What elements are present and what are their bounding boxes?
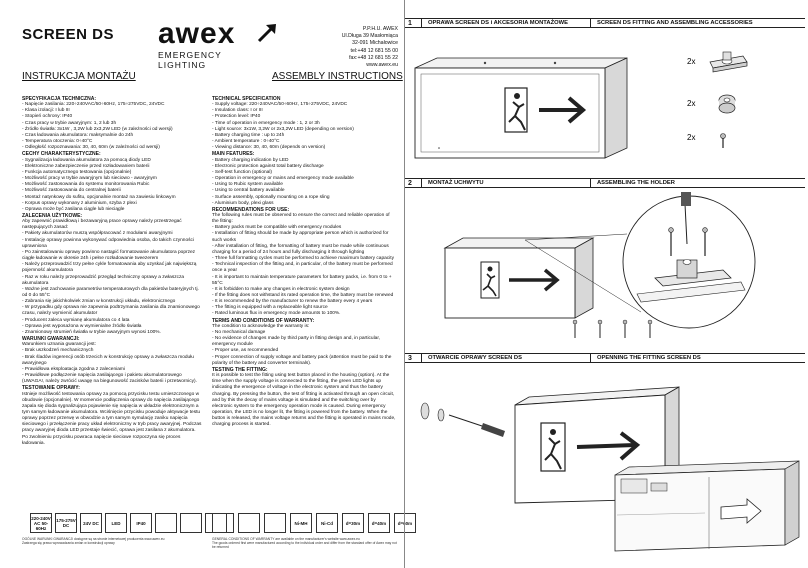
exit-sign-fitting [445, 238, 593, 318]
section-title: TESTOWANIE OPRAWY: [22, 385, 80, 392]
text-line: The following rules must be observed to ensure the correct and reliable operation of the fitting: [212, 212, 390, 225]
address-line: 32-091 Michałowice [352, 40, 398, 47]
section-title: TERMS AND CONDITIONS OF WARRANTY: [212, 317, 315, 324]
text-line: - Możliwość pracy w trybie awaryjnym lub sieciowo - awaryjnym [22, 176, 157, 182]
footer-line: Zastrzega się prawo wprowadzania zmian w konstrukcji oprawy [22, 541, 115, 546]
certification-icon: 24V DC [80, 513, 102, 533]
text-line: - Producent zaleca wymianę akumulatora co 4 lata [22, 317, 130, 323]
text-line: - Installation of fitting should be made by appropriate person which is authorized for such works [212, 231, 389, 243]
text-line: - Insulation class: I or III [212, 108, 263, 114]
text-line: - Stopień ochrony: IP40 [22, 114, 73, 120]
text-line: Aby zapewnić prawidłową i bezawaryjną prace oprawy należy przestrzegać następujących zasad: [22, 219, 182, 231]
text-line: - Proper connection of supply voltage and battery pack (attention must be paid to the polarity of the battery and converter terminals). [212, 354, 392, 366]
text-line: The condition to acknowledge the warranty is: [212, 323, 310, 329]
certification-icon [155, 513, 177, 533]
text-line: - Temperatura otoczenia: 0÷40°C [22, 139, 93, 145]
text-line: - Ważne jest zachowanie parametrów temperaturowych dla pakietów bateryjnych tj. od 0 do 55°C [22, 286, 199, 298]
footer-english [212, 537, 398, 550]
section-title: RECOMMENDATIONS FOR USE: [212, 206, 290, 213]
text-line: - Prawidłowe podłączenie napięcia zasilającego i pakietu akumulatorowego (UWAGA!, należy zwrócić uwagę na biegunowość zacisków baterii i przetwornicy). [22, 373, 197, 385]
certification-icon [238, 513, 260, 533]
text-line: - Time of operation in emergency mode : 1, 2 or 3h [212, 120, 320, 126]
text-line: Istnieje możliwość testowania oprawy za pomocą przycisku testu umieszczonego w obudowie (opcjonalnie). W momencie podłączenia oprawy do napięcia zasilającego zapala się dioda sygnalizująca pojawienie się napięcia w układzie elektronicznym a tym samym ładowanie akumulatora. Wciśnięcie przycisku powoduje aktywacje testu oprawy poprzez przerwę w obwodzie a tym samym symulację zaniku napięcia sieciowego i przełączenie pracy układ elektroniczny w tryb pracy awaryjnej. Podczas pracy awaryjnej dioda LED przestaje świecić, oprawa jest zasilana z akumulatora. Po zwolnieniu przycisku powraca napięcie sieciowe rozpoczyna się proces ładowania. [22, 391, 202, 446]
text-line: - Instalację oprawy powinna wykonywać odpowiednia osoba, do takich czynności uprawniona [22, 237, 194, 249]
text-line: - Proper use, as recommended [212, 348, 279, 354]
text-line: - W przypadku gdy oprawa nie zapewnia podtrzymania zasilania dla znamionowego czasu, należy wymienić akumulator [22, 305, 200, 317]
text-line: - Using to Rubic system available [212, 182, 283, 188]
text-line: - If the fitting does not withstand its rated operation time, the battery must be renewed [212, 293, 394, 298]
polish-column [22, 96, 202, 447]
text-line: - Oprawa jest wyposażona w wymienialne źródło światła [22, 323, 142, 329]
text-line: - Prawidłowa eksploatacja zgodna z zaleceniami [22, 366, 125, 372]
text-line: - Po zainstalowaniu oprawy powinno nastąpić formatowanie akumulatora poprzez ciągłe ładowanie w okresie 24h i pełne rozładowanie tweezerem [22, 249, 196, 262]
text-line: - Operation in emergency or mains and emergency mode available [212, 176, 354, 182]
section-title: SPECYFIKACJA TECHNICZNA: [22, 96, 96, 102]
text-line: - It is forbidden to make any changes in electronic system design [212, 286, 350, 292]
english-column [212, 96, 396, 428]
step-2-diagram [405, 190, 805, 350]
text-line: - Klasa izolacji: I lub III [22, 108, 70, 114]
certification-icon: LED [105, 513, 127, 533]
certification-icon: 175-275V DC [55, 513, 77, 533]
text-line: - Zabrania się jakichkolwiek zmian w konstrukcji układu, elektronicznego [22, 299, 176, 305]
brand-logo [158, 17, 268, 70]
step-title-en: ASSEMBLING THE HOLDER [597, 180, 675, 186]
text-line: Warunkiem uznania gwarancji jest: [22, 342, 96, 348]
certification-icon [212, 513, 234, 533]
address-line: www.awex.eu [366, 62, 398, 69]
text-line: - Technical inspection of the fitting and, in particular, of the battery must be performed once a year [212, 262, 393, 274]
section-title: CECHY CHARAKTERYSTYCZNE: [22, 151, 101, 158]
text-line: - The fitting is equipped with a replaceable light source [212, 305, 328, 311]
ceiling-screws [573, 320, 652, 338]
text-line: - Battery charging indication by LED [212, 157, 289, 163]
quantity-label: 2x [687, 99, 696, 108]
text-line: - Elektroniczne zabezpieczenie przed rozładowaniem baterii [22, 163, 150, 169]
brand-wordmark: awex [158, 17, 236, 50]
text-line: - Raz w roku należy przeprowadzić przegląd techniczny oprawy a zwłaszcza akumulatora [22, 274, 185, 286]
section-title: ZALECENIA UŻYTKOWE: [22, 212, 83, 219]
text-line: - Three full formatting cycles must be performed to achieve maximum battery capacity [212, 256, 394, 262]
section-title: WARUNKI GWARANCJI: [22, 336, 80, 343]
text-line: - Electronic protection against total battery discharge [212, 163, 324, 169]
text-line: - It is recommended by the manufacturer to renew the battery every 4 years [212, 299, 373, 305]
text-line: - Funkcja automatycznego testowania (opcjonalnie) [22, 169, 132, 175]
address-line: P.P.H.U. AWEX [362, 26, 398, 32]
section-title: MAIN FEATURES: [212, 151, 255, 158]
certification-icon: d=30m [342, 513, 364, 533]
certification-icon: IP40 [130, 513, 152, 533]
certification-icon: Ni-MH [290, 513, 312, 533]
heading-polish: INSTRUKCJA MONTAŻU [22, 71, 136, 82]
text-line: - Napięcie zasilania: 220÷240VAC/50÷60Hz, 175÷275VDC, 24VDC [22, 102, 165, 108]
footer-line: The goods ordered first were manufactured according to the individual order and differ from the standard offer of Awex may not be returned [212, 541, 397, 550]
section-title: TESTING THE FITTING: [212, 366, 268, 373]
certification-icon: 220-240V AC 50-60Hz [30, 513, 52, 533]
step-2-header [405, 178, 805, 188]
text-line: - Battery packs must be compatible with emergency modules [212, 225, 342, 231]
step-number: 3 [408, 355, 412, 362]
address-line: fax:+48 12 681 55 22 [349, 54, 398, 61]
step-title-pl: OPRAWA SCREEN DS i AKCESORIA MONTAŻOWE [428, 20, 568, 26]
step-title-pl: MONTAŻ UCHWYTU [428, 180, 484, 186]
text-line: - After installation of fitting, the formatting of battery must be made while continuous charging for a period of 24 hours and fully discharging it through lighting [212, 243, 389, 255]
certification-icons-en [212, 513, 416, 533]
text-line: - Możliwość zastosowania do systemu monitorowania Rubic [22, 182, 150, 188]
text-line: - Znamionowy strumień światła w trybie awaryjnym wynosi 100%. [22, 329, 161, 335]
text-line: - Pakiety akumulatorów muszą współpracować z modułami awaryjnymi [22, 231, 173, 237]
text-line: - Ambient temperature : 0÷40°C [212, 139, 280, 145]
step-3-diagram [405, 365, 805, 565]
text-line: - Brak śladów ingerencji osób trzecich w konstrukcję oprawy a zwłaszcza modułu awaryjnego [22, 354, 194, 366]
certification-icon: d=60m [394, 513, 416, 533]
section-title: TECHNICAL SPECIFICATION [212, 96, 281, 102]
exit-sign-fitting [415, 58, 627, 158]
screwdriver-icon [449, 415, 505, 437]
text-line: It is possible to test the fitting using test button placed in the housing (option). At the time when the supply voltage is connected to the fitting, the green LED lights up indicating the emergence of voltage in the electronic system and thus the battery charging. By pressing the button, the test of fitting is activated through an open circuit, and by this the decay of mains voltage is simulated and the switching over by electronic system to the emergency operation mode is caused. During emergency operation, the LED is no longer lit, the fitting is powered from the battery. When the button is released, the mains voltage returns and the fitting is operated in mains mode, charging process is started. [212, 373, 396, 428]
step-3-header [405, 353, 805, 363]
text-line: - It is important to maintain temperature parameters for battery packs, i.e. from 0 to + 55°C [212, 274, 392, 286]
text-line: - Using to central battery available [212, 188, 285, 194]
text-line: - Odległość rozpoznawania: 30, 40, 60m (w zależności od wersji) [22, 145, 160, 151]
text-line: - Czas pracy w trybie awaryjnym: 1, 2 lub 3h [22, 120, 117, 126]
step-1-diagram [405, 30, 805, 175]
text-line: - Czas ładowania akumulatora: maksymalnie do 24h [22, 132, 134, 138]
quantity-label: 2x [687, 57, 696, 66]
text-line: - Self-test function (optional) [212, 169, 272, 175]
certification-icons-pl [30, 513, 227, 533]
step-number: 2 [408, 180, 412, 187]
certification-icon: Ni-Cd [316, 513, 338, 533]
certification-icon [180, 513, 202, 533]
screw-icon [721, 134, 726, 149]
text-line: - Brak uszkodzeń mechanicznych [22, 348, 94, 354]
step-1-header [405, 18, 805, 28]
text-line: - No mechanical damage [212, 329, 266, 335]
heading-english: ASSEMBLY INSTRUCTIONS [272, 71, 403, 82]
product-title: SCREEN DS [22, 26, 115, 43]
logo-arrow-icon [256, 22, 278, 44]
text-line: - Supply voltage: 220÷240VAC/50÷60Hz, 175÷275VDC, 24VDC [212, 102, 348, 108]
text-line: - Light source: 3x1W, 3,2W or 2x3,2W LED (depending on version) [212, 126, 354, 132]
brand-subtitle: EMERGENCY LIGHTING [158, 50, 222, 70]
text-line: - Należy przeprowadzić trzy pełne cykle formatowania aby uzyskać jak największą pojemność akumulatora [22, 262, 197, 274]
company-address [316, 26, 398, 69]
certification-icon [264, 513, 286, 533]
step-title-pl: OTWARCIE OPRAWY SCREEN DS [428, 355, 522, 361]
footer-line: OGÓLNE WARUNKI GWARANCJI dostępne są na stronie internetowej producenta www.awex.eu [22, 537, 165, 541]
text-line: - Możliwość zastosowania do centralnej baterii [22, 188, 121, 194]
text-line: - Oprawa może być zasilana ciągle lub nieciągle [22, 206, 125, 212]
text-line: - Viewing distance: 30, 40, 60m (depends on version) [212, 145, 326, 151]
address-line: Ul.Długa 39 Masłomiąca [341, 33, 398, 40]
exit-sign-fitting-open [515, 387, 799, 551]
text-line: - Sygnalizacja ładowania akumulatora za pomocą diody LED [22, 157, 151, 163]
text-line: - Montaż natynkowy do sufitu, opcjonalnie montaż na zawiesiu linkowym [22, 194, 176, 200]
step-number: 1 [408, 20, 412, 27]
spacer-icon [719, 95, 735, 113]
quantity-label: 2x [687, 133, 696, 142]
text-line: - No evidence of changes made by third party in fitting design and, in particular, emergency module [212, 336, 380, 348]
text-line: - Korpus oprawy wykonany z aluminium, szyba z plexi [22, 200, 137, 206]
detached-parts [421, 403, 444, 421]
footer-line: GENERAL CONDITIONS OF WARRANTY are available on the manufacturer's website www.awex.eu [212, 537, 360, 541]
text-line: - Surface assembly, optionally mounting on a rope sling [212, 194, 330, 200]
text-line: - Rated luminous flux in emergency mode amounts to 100%. [212, 311, 341, 317]
footer-polish [22, 537, 202, 545]
address-line: tel:+48 12 681 55 00 [350, 47, 398, 54]
text-line: - Aluminium body, plexi glass [212, 200, 274, 206]
text-line: - Źródło światła: 3x1W , 3,2W lub 2x3,2W LED (w zależności od wersji) [22, 126, 173, 132]
certification-icon: d=40m [368, 513, 390, 533]
step-title-en: OPENNING THE FITTING SCREEN DS [597, 355, 701, 361]
text-line: - Protection level: IP40 [212, 114, 261, 120]
step-title-en: SCREEN DS FITTING AND ASSEMBLING ACCESSORIES [597, 20, 753, 26]
mounting-bracket-icon [710, 52, 747, 72]
right-diagram-panel [404, 0, 808, 568]
text-line: - Battery charging time : up to 24h [212, 132, 285, 138]
